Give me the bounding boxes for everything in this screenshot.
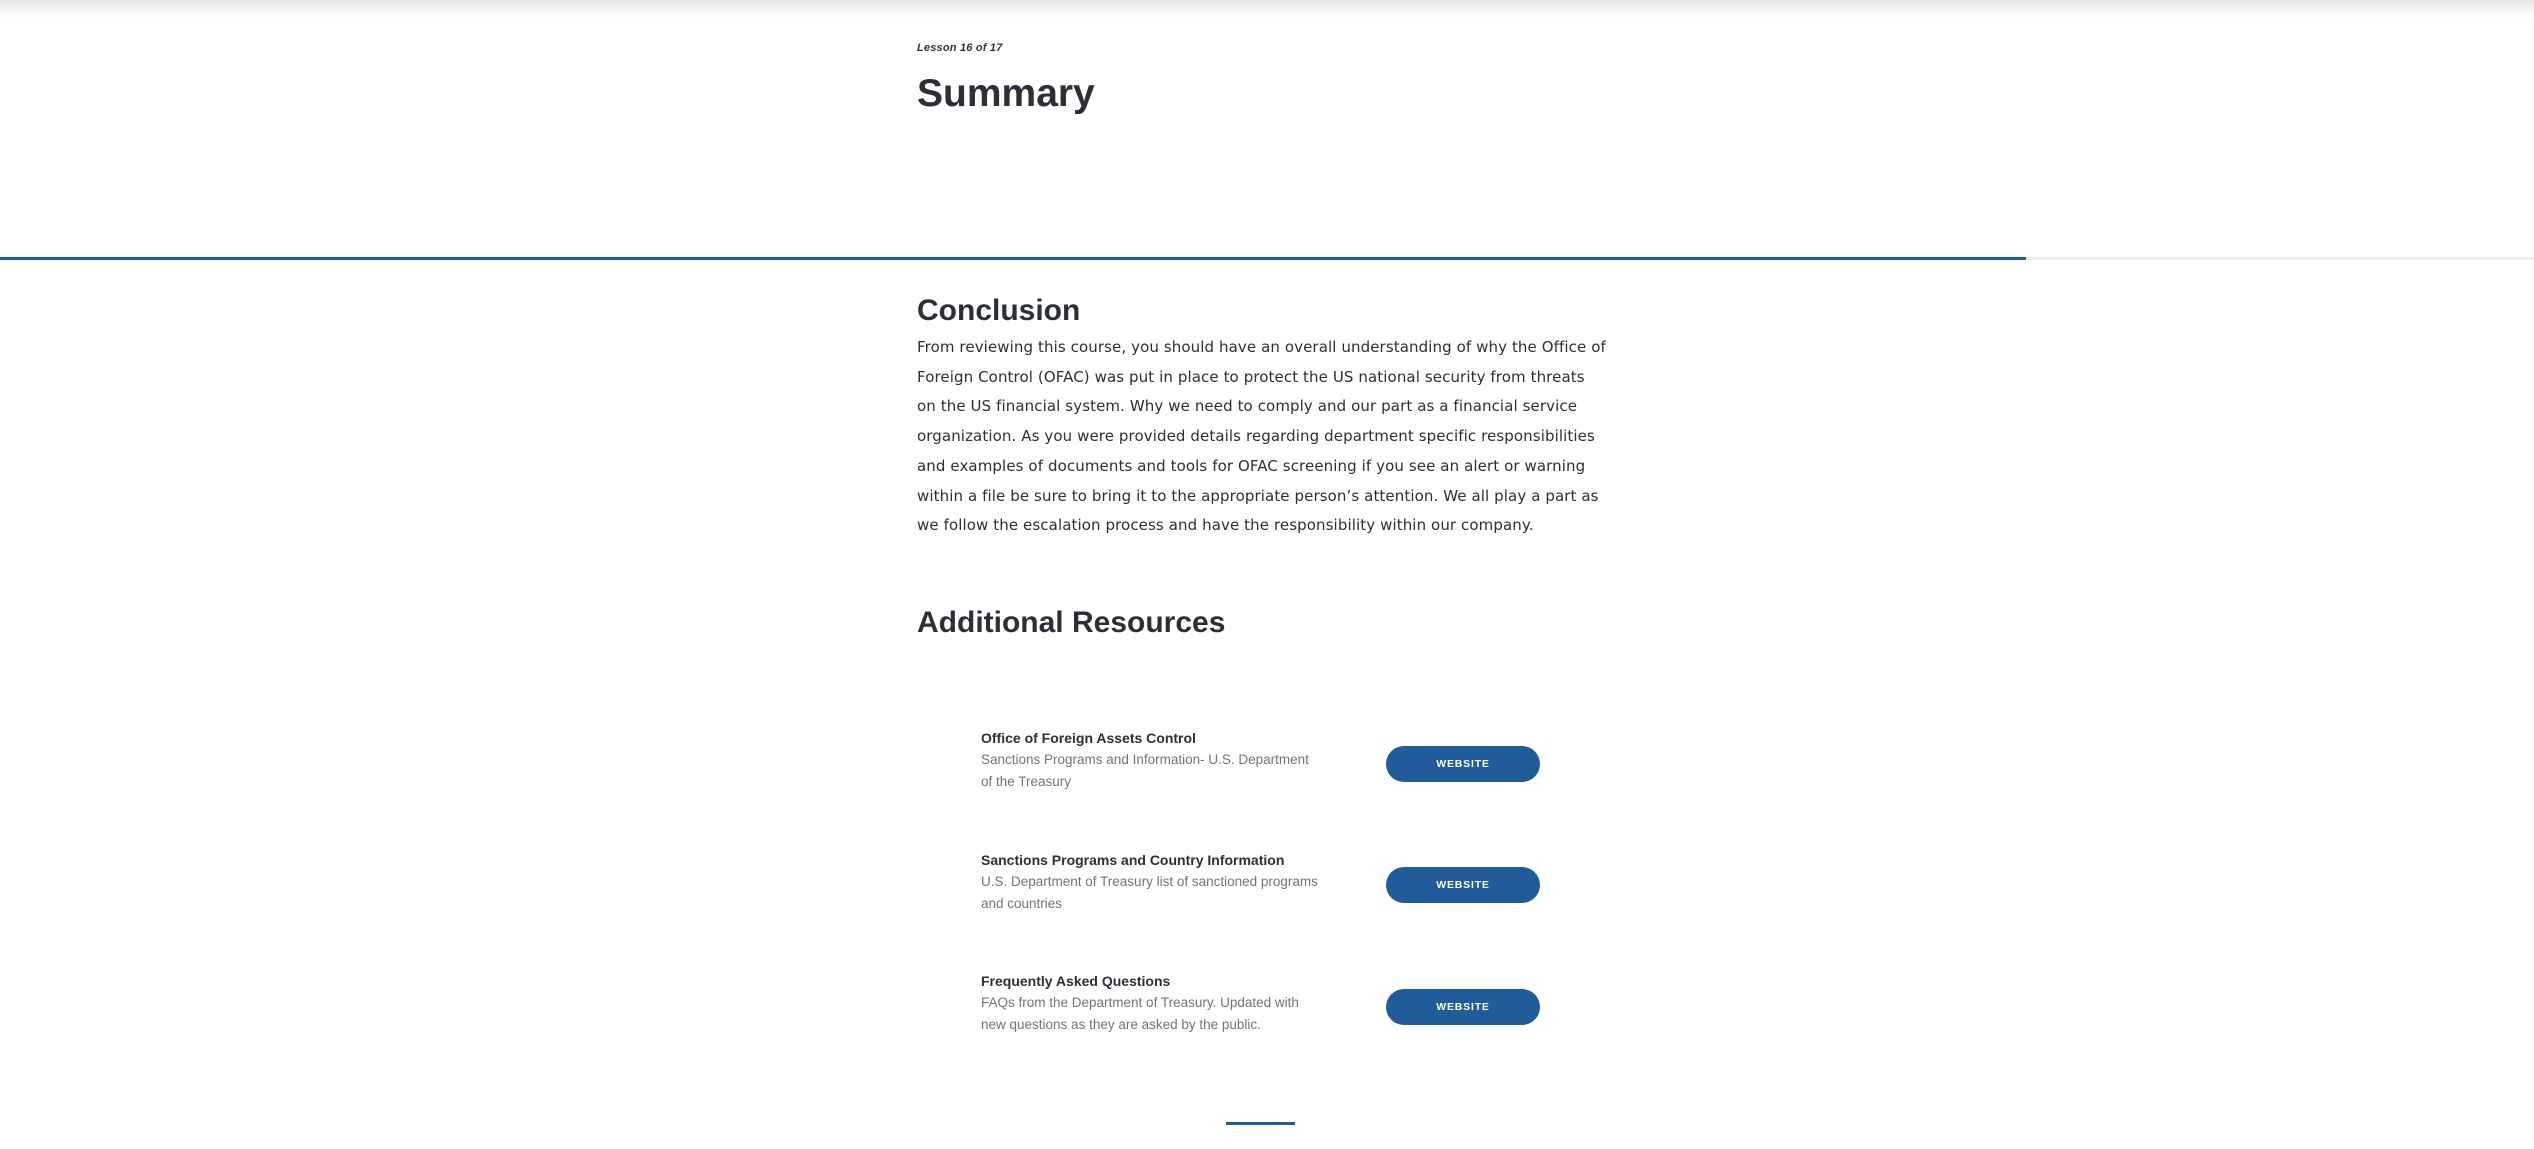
resource-text (981, 971, 1321, 1036)
lesson-header (917, 42, 1617, 115)
lesson-progress-bar (0, 257, 2534, 260)
lesson-progress-fill (0, 257, 2026, 260)
resource-name: Frequently Asked Questions (981, 973, 1171, 989)
top-shadow (0, 0, 2534, 18)
conclusion-heading: Conclusion (917, 294, 1081, 327)
additional-resources-heading: Additional Resources (917, 606, 1226, 639)
conclusion-body: From reviewing this course, you should have an overall understanding of why the Office of Foreign Control (OFAC) was put in place to protect the US national security from threats on the US financial system. Why we need to comply and our part as a financial service organization. As you were provided details regarding department specific responsibilities and examples of documents and tools for OFAC screening if you see an alert or warning within a file be sure to bring it to the appropriate person’s attention. We all play a part as we follow the escalation process and have the responsibility within our company. (917, 338, 1606, 535)
section-divider (1226, 1122, 1295, 1125)
website-button-faq[interactable]: WEBSITE (1386, 989, 1540, 1025)
resource-item-sanctions-programs (981, 850, 1541, 930)
lesson-count: Lesson 16 of 17 (917, 42, 1003, 54)
lesson-content (917, 293, 1607, 639)
resource-description: U.S. Department of Treasury list of sanctioned programs and countries (981, 874, 1318, 911)
resource-text (981, 850, 1321, 915)
resource-description: FAQs from the Department of Treasury. Updated with new questions as they are asked by the public. (981, 995, 1299, 1032)
resource-name: Sanctions Programs and Country Information (981, 852, 1285, 868)
resource-item-faq (981, 971, 1541, 1051)
resource-name: Office of Foreign Assets Control (981, 730, 1196, 746)
resource-description: Sanctions Programs and Information- U.S. Department of the Treasury (981, 752, 1309, 789)
resource-text (981, 728, 1321, 793)
resource-item-ofac (981, 728, 1541, 808)
website-button-sanctions-programs[interactable]: WEBSITE (1386, 867, 1540, 903)
website-button-ofac[interactable]: WEBSITE (1386, 746, 1540, 782)
page-title: Summary (917, 72, 1095, 115)
